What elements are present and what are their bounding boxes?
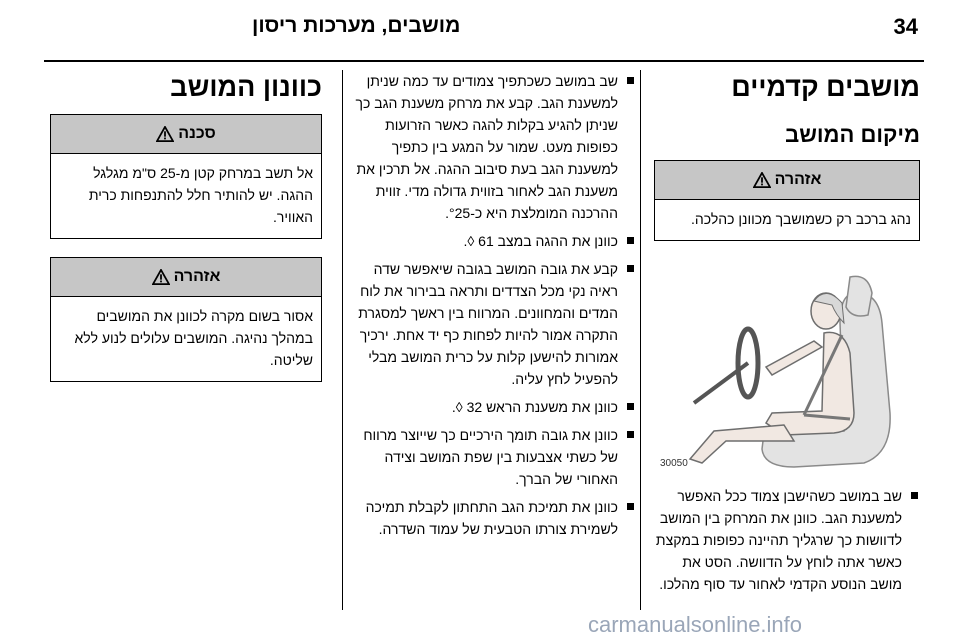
warning-triangle-icon bbox=[753, 172, 771, 188]
middle-column bbox=[342, 70, 636, 546]
list-item: שב במושב כשהישבן צמוד ככל האפשר למשענת הגב. כוונן את המרחק בין המושב לדוושות כך שרגליך תהיינה כפופות במקצת כאשר אתה לוחץ על הדוושה. הסט את מושב הנוסע הקדמי לאחור עד סוף מהלכו. bbox=[654, 485, 920, 595]
left-column bbox=[50, 70, 322, 382]
caution-title: סכנה bbox=[178, 125, 216, 142]
warning-box-text: אסור בשום מקרה לכוונן את המושבים במהלך נהיגה. המושבים עלולים לנוע ללא שליטה. bbox=[74, 308, 313, 368]
subsection-title-seat-position: מיקום המושב bbox=[785, 122, 920, 147]
list-item: שב במושב כשכתפיך צמודים עד כמה שניתן למשענת הגב. קבע את מרחק משענת הגב כך שניתן להגיע בקלות להגה כאשר הזרועות כפופות מעט. שמור על המגע בין כתפיך למשענת הגב בעת סיבוב ההגה. אל תרכין את משענת הגב לאחור בזווית גדולה מדי. זווית ההרכנה המומלצת היא כ-°25. bbox=[342, 70, 636, 224]
list-item: כוונן את תמיכת הגב התחתון לקבלת תמיכה לשמירת צורתו הטבעית של עמוד השדרה. bbox=[342, 496, 636, 540]
header-rule bbox=[44, 60, 924, 62]
warning-box-text: נהג ברכב רק כשמושבך מכוונן כהלכה. bbox=[691, 211, 911, 227]
warning-box-left bbox=[50, 257, 322, 382]
warning-triangle-icon bbox=[156, 126, 174, 142]
running-title: מושבים, מערכות ריסון bbox=[252, 14, 461, 37]
warning-triangle-icon bbox=[152, 269, 170, 285]
watermark-text: carmanualsonline.info bbox=[588, 612, 803, 637]
caution-box bbox=[50, 114, 322, 239]
caution-box-header bbox=[51, 115, 321, 154]
column-divider-right bbox=[640, 70, 641, 610]
warning-box-right bbox=[654, 160, 920, 241]
section-title-front-seats: מושבים קדמיים bbox=[731, 72, 920, 102]
seat-position-list-middle bbox=[342, 70, 636, 540]
warning-title: אזהרה bbox=[774, 171, 822, 188]
page-header bbox=[0, 0, 960, 60]
page-number: 34 bbox=[893, 14, 918, 39]
seat-position-list-right bbox=[654, 485, 920, 595]
seat-position-illustration bbox=[654, 263, 920, 475]
list-item: כוונן את ההגה במצב 61 ◊. bbox=[342, 230, 636, 252]
list-item: קבע את גובה המושב בגובה שיאפשר שדה ראיה נקי מכל הצדדים ותראה בבירור את לוח המדים והמחוונים. המרווח בין ראשך למסגרת התקרה אמור להיות לפחות כף יד אחת. ירכיך אמורות להישען קלות על כרית המושב מבלי להפעיל לחץ עליה. bbox=[342, 258, 636, 390]
warning-box-header bbox=[51, 258, 321, 297]
caution-box-text: אל תשב במרחק קטן מ-25 ס"מ מגלגל ההגה. יש להותיר חלל להתנפחות כרית האוויר. bbox=[88, 165, 313, 225]
warning-title: אזהרה bbox=[173, 268, 221, 285]
driver-seated-figure bbox=[654, 263, 920, 475]
right-column bbox=[654, 70, 920, 601]
list-item: כוונן את גובה תומך הירכיים כך שייוצר מרווח של כשתי אצבעות בין שפת המושב וצידה האחורי של הברך. bbox=[342, 424, 636, 490]
figure-number: 30050 bbox=[660, 458, 688, 469]
list-item: כוונן את משענת הראש 32 ◊. bbox=[342, 396, 636, 418]
warning-box-header bbox=[655, 161, 919, 200]
section-title-seat-adjustment: כוונון המושב bbox=[170, 72, 322, 102]
